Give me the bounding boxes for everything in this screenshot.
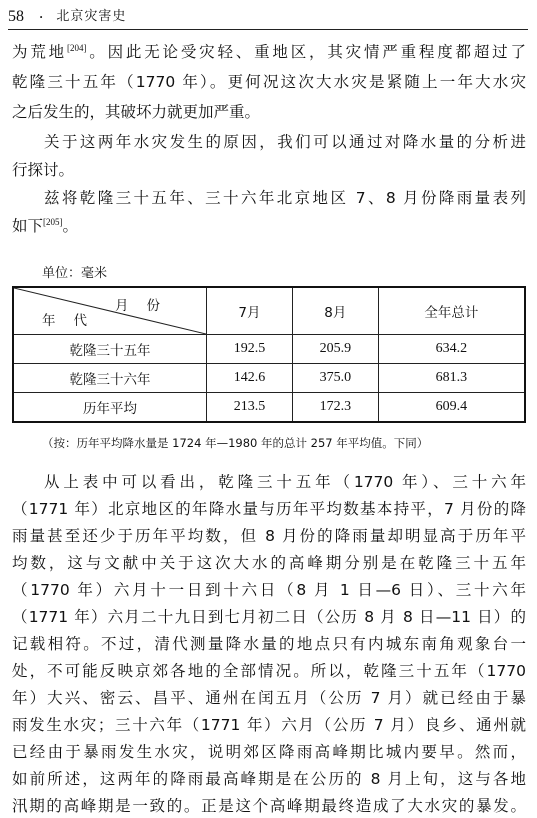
paragraph-line: 均数，这与文献中关于这次大水的高峰期分别是在乾隆三十五年 xyxy=(12,554,526,572)
paragraph-line: （1771 年）六月二十九日到七月初二日（公历 8 月 8 日—11 日）的 xyxy=(12,608,526,626)
table-header-row xyxy=(13,287,525,335)
table-row xyxy=(13,393,525,423)
column-header: 全年总计 xyxy=(378,287,525,335)
text-fragment: 。 xyxy=(62,217,79,235)
row-label: 乾隆三十五年 xyxy=(13,335,207,364)
paragraph-line: 乾隆三十五年（1770 年）。更何况这次大水灾是紧随上一年大水灾 xyxy=(12,73,526,91)
table-cell: 142.6 xyxy=(207,364,293,393)
table-cell: 192.5 xyxy=(207,335,293,364)
table-cell: 172.3 xyxy=(292,393,378,423)
rainfall-table xyxy=(12,286,526,423)
row-label: 乾隆三十六年 xyxy=(13,364,207,393)
text-fragment: 为荒地 xyxy=(12,43,67,61)
table-row xyxy=(13,335,525,364)
paragraph-line: 记载相符。不过，清代测量降水量的地点只有内城东南角观象台一 xyxy=(12,635,526,653)
column-header: 8月 xyxy=(292,287,378,335)
table-unit-label: 单位：毫米 xyxy=(42,266,108,281)
table-cell: 634.2 xyxy=(378,335,525,364)
paragraph-line: 之后发生的，其破坏力就更加严重。 xyxy=(12,103,261,121)
text-fragment: 如下 xyxy=(12,217,44,235)
header-rule xyxy=(8,29,528,30)
page-number: 58 xyxy=(8,8,24,25)
table-note: （按：历年平均降水量是 1724 年—1980 年的总计 257 年平均值。下同） xyxy=(42,436,429,450)
footnote-ref: [204] xyxy=(66,42,87,53)
paragraph-line: 汛期的高峰期是一致的。正是这个高峰期最终造成了大水灾的暴发。 xyxy=(12,797,526,815)
table-cell: 609.4 xyxy=(378,393,525,423)
paragraph-line: 年）大兴、密云、昌平、通州在闰五月（公历 7 月）就已经由于暴 xyxy=(12,689,526,707)
paragraph-line: 关于这两年水灾发生的原因，我们可以通过对降水量的分析进 xyxy=(44,133,526,151)
table-cell: 205.9 xyxy=(292,335,378,364)
column-header: 7月 xyxy=(207,287,293,335)
text-fragment: 因此无论受灾轻、重地区，其灾情严重程度都超过了 xyxy=(107,43,526,61)
book-title: 北京灾害史 xyxy=(56,9,127,24)
paragraph-line: 如前所述，这两年的降雨最高峰期是在公历的 8 月上旬，这与各地 xyxy=(12,770,526,788)
header-month-label: 月份 xyxy=(115,298,178,314)
paragraph-line: 已经由于暴雨发生水灾，说明郊区降雨高峰期比城内要早。然而， xyxy=(12,743,526,761)
diagonal-header-cell xyxy=(13,287,207,335)
row-label: 历年平均 xyxy=(13,393,207,423)
paragraph-line xyxy=(12,214,526,236)
paragraph-line: 兹将乾隆三十五年、三十六年北京地区 7、8 月份降雨量表列 xyxy=(44,189,526,207)
header-year-label: 年代 xyxy=(42,313,105,329)
table-cell: 681.3 xyxy=(378,364,525,393)
paragraph-line: 从上表中可以看出，乾隆三十五年（1770 年）、三十六年 xyxy=(44,473,526,491)
paragraph-line: 雨量甚至还少于历年平均数，但 8 月份的降雨量却明显高于历年平 xyxy=(12,527,526,545)
paragraph-line: （1771 年）北京地区的年降水量与历年平均数基本持平，7 月份的降 xyxy=(12,500,526,518)
page-header xyxy=(8,4,528,28)
paragraph-line: 行探讨。 xyxy=(12,161,75,179)
paragraph-line xyxy=(12,40,526,62)
table-cell: 375.0 xyxy=(292,364,378,393)
table-cell: 213.5 xyxy=(207,393,293,423)
paragraph-line: （1770 年）六月十一日到十六日（8 月 1 日—6 日）、三十六年 xyxy=(12,581,526,599)
footnote-ref: [205] xyxy=(43,216,63,227)
paragraph-line: 处，不可能反映京郊各地的全部情况。所以，乾隆三十五年（1770 xyxy=(12,662,526,680)
text-fragment: 。 xyxy=(86,43,108,61)
table-row xyxy=(13,364,525,393)
header-separator: · xyxy=(38,8,44,26)
paragraph-line: 雨发生水灾；三十六年（1771 年）六月（公历 7 月）良乡、通州就 xyxy=(12,716,526,734)
